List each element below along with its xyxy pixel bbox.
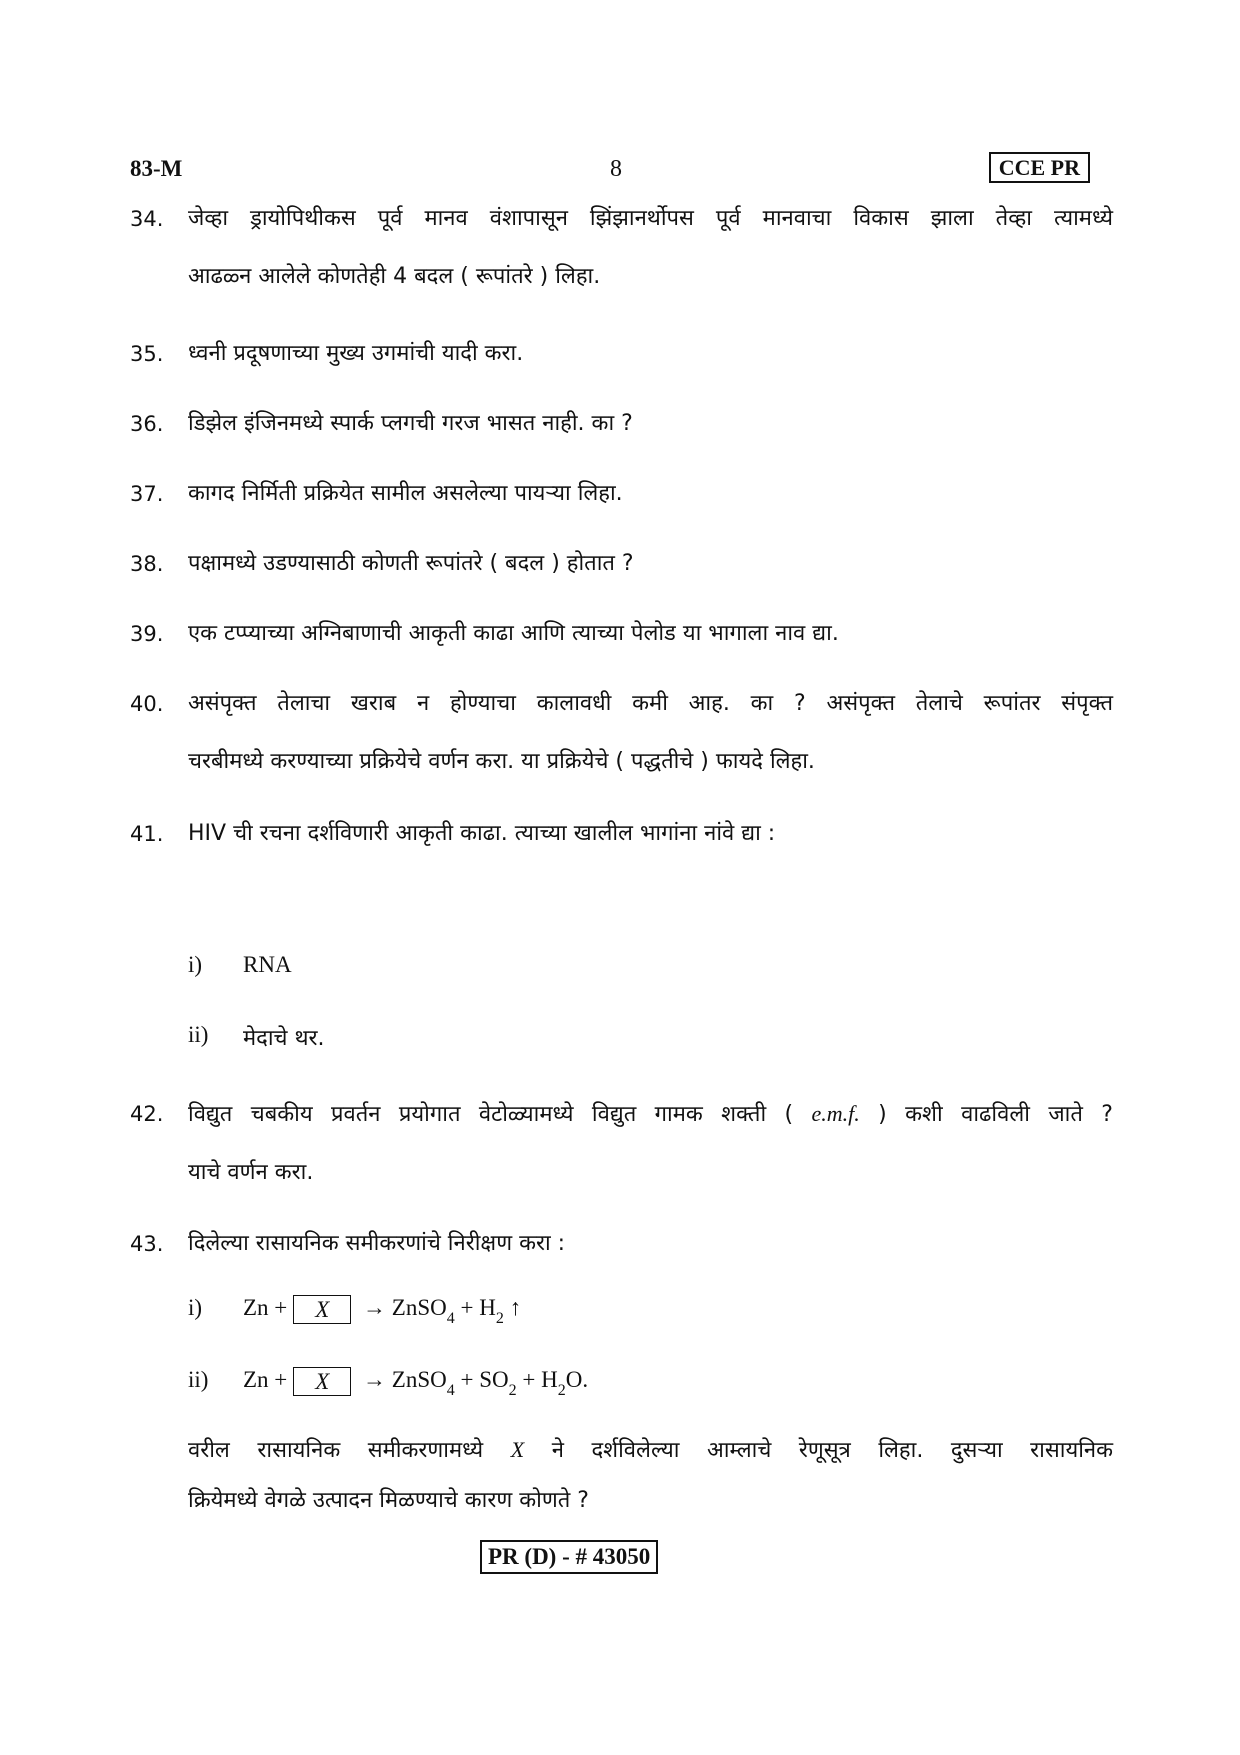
question-line — [188, 1085, 1113, 1144]
emf-symbol: e.m.f. — [811, 1101, 860, 1126]
product: + H — [460, 1295, 496, 1320]
text-fragment: वरील रासायनिक समीकरणामध्ये — [188, 1438, 484, 1463]
text-fragment: विद्युत चबकीय प्रवर्तन प्रयोगात वेटोळ्यामध्ये विद्युत गामक शक्ती ( — [188, 1102, 794, 1127]
text-fragment: ने दर्शविलेल्या आम्लाचे रेणूसूत्र लिहा. दुसऱ्या रासायनिक — [551, 1438, 1114, 1463]
part-text: RNA — [243, 952, 292, 977]
question-line: चरबीमध्ये करण्याच्या प्रक्रियेचे वर्णन करा. या प्रक्रियेचे ( पद्धतीचे ) फायदे लिहा. — [188, 749, 815, 774]
unknown-box: X — [293, 1295, 351, 1324]
equation-label: i) — [188, 1295, 203, 1320]
question-line: ध्वनी प्रदूषणाच्या मुख्य उगमांची यादी करा. — [188, 341, 524, 366]
arrow: → — [363, 1367, 387, 1392]
reactant: Zn + — [243, 1367, 288, 1392]
product: + H — [522, 1367, 558, 1392]
page-number: 8 — [610, 156, 622, 182]
equation-label: ii) — [188, 1367, 209, 1392]
product-end: O. — [565, 1367, 589, 1392]
question-text — [188, 190, 1113, 306]
x-symbol: X — [510, 1437, 525, 1462]
question-line: क्रियेमध्ये वेगळे उत्पादन मिळण्याचे कारण कोणते ? — [188, 1488, 589, 1513]
question-line: डिझेल इंजिनमध्ये स्पार्क प्लगची गरज भासत नाही. का ? — [188, 411, 633, 436]
question-line — [188, 1425, 1113, 1476]
question-line: आढळ्न आलेले कोणतेही 4 बदल ( रूपांतरे ) लिहा. — [188, 264, 601, 289]
subscript: 4 — [446, 1382, 455, 1399]
subscript: 2 — [557, 1382, 566, 1399]
question-line: HIV ची रचना दर्शविणारी आकृती काढा. त्याच्या खालील भागांना नांवे द्या : — [188, 821, 776, 846]
question-line: एक टप्प्याच्या अग्निबाणाची आकृती काढा आणि त्याच्या पेलोड या भागाला नाव द्या. — [188, 621, 839, 646]
subscript: 4 — [446, 1310, 455, 1327]
question-number: 34. — [130, 207, 164, 231]
part-label: i) — [188, 952, 203, 977]
product: + SO — [460, 1367, 509, 1392]
question-text — [188, 675, 1113, 791]
subscript: 2 — [508, 1382, 517, 1399]
subscript: 2 — [495, 1310, 504, 1327]
equation-body — [243, 1295, 522, 1327]
question-text — [188, 805, 1113, 863]
question-line: याचे वर्णन करा. — [188, 1160, 314, 1185]
question-text — [188, 1085, 1113, 1202]
unknown-box: X — [293, 1367, 351, 1396]
question-text — [188, 605, 1113, 663]
question-number: 41. — [130, 822, 164, 846]
question-text — [188, 1425, 1113, 1526]
question-line: पक्षामध्ये उडण्यासाठी कोणती रूपांतरे ( बदल ) होतात ? — [188, 551, 634, 576]
question-number: 37. — [130, 482, 164, 506]
question-line: जेव्हा ड्रायोपिथीकस पूर्व मानव वंशापासून झिंझानर्थोपस पूर्व मानवाचा विकास झाला तेव्हा त्यामध्ये — [188, 206, 1113, 231]
question-text — [188, 395, 1113, 453]
arrow: → — [363, 1295, 387, 1320]
question-number: 43. — [130, 1232, 164, 1256]
question-text — [188, 465, 1113, 523]
text-fragment: ) कशी वाढविली जाते ? — [878, 1102, 1113, 1127]
question-number: 39. — [130, 622, 164, 646]
part-text: मेदाचे थर. — [243, 1026, 325, 1051]
equation-body — [243, 1367, 589, 1399]
question-text — [188, 535, 1113, 593]
product: ZnSO — [391, 1295, 447, 1320]
paper-code: 83-M — [130, 156, 183, 181]
reactant: Zn + — [243, 1295, 288, 1320]
question-number: 40. — [130, 692, 164, 716]
question-number: 42. — [130, 1102, 164, 1126]
question-text — [188, 1215, 1113, 1273]
question-number: 36. — [130, 412, 164, 436]
question-text — [188, 325, 1113, 383]
question-line: असंपृक्त तेलाचा खराब न होण्याचा कालावधी कमी आह. का ? असंपृक्त तेलाचे रूपांतर संपृक्त — [188, 691, 1113, 716]
footer-code: PR (D) - # 43050 — [480, 1540, 658, 1574]
question-line: कागद निर्मिती प्रक्रियेत सामील असलेल्या पायऱ्या लिहा. — [188, 481, 623, 506]
question-number: 38. — [130, 552, 164, 576]
gas-arrow: ↑ — [509, 1295, 522, 1320]
product: ZnSO — [391, 1367, 447, 1392]
series-box: CCE PR — [989, 152, 1090, 183]
question-line: दिलेल्या रासायनिक समीकरणांचे निरीक्षण करा : — [188, 1231, 566, 1256]
question-number: 35. — [130, 342, 164, 366]
part-label: ii) — [188, 1022, 209, 1047]
